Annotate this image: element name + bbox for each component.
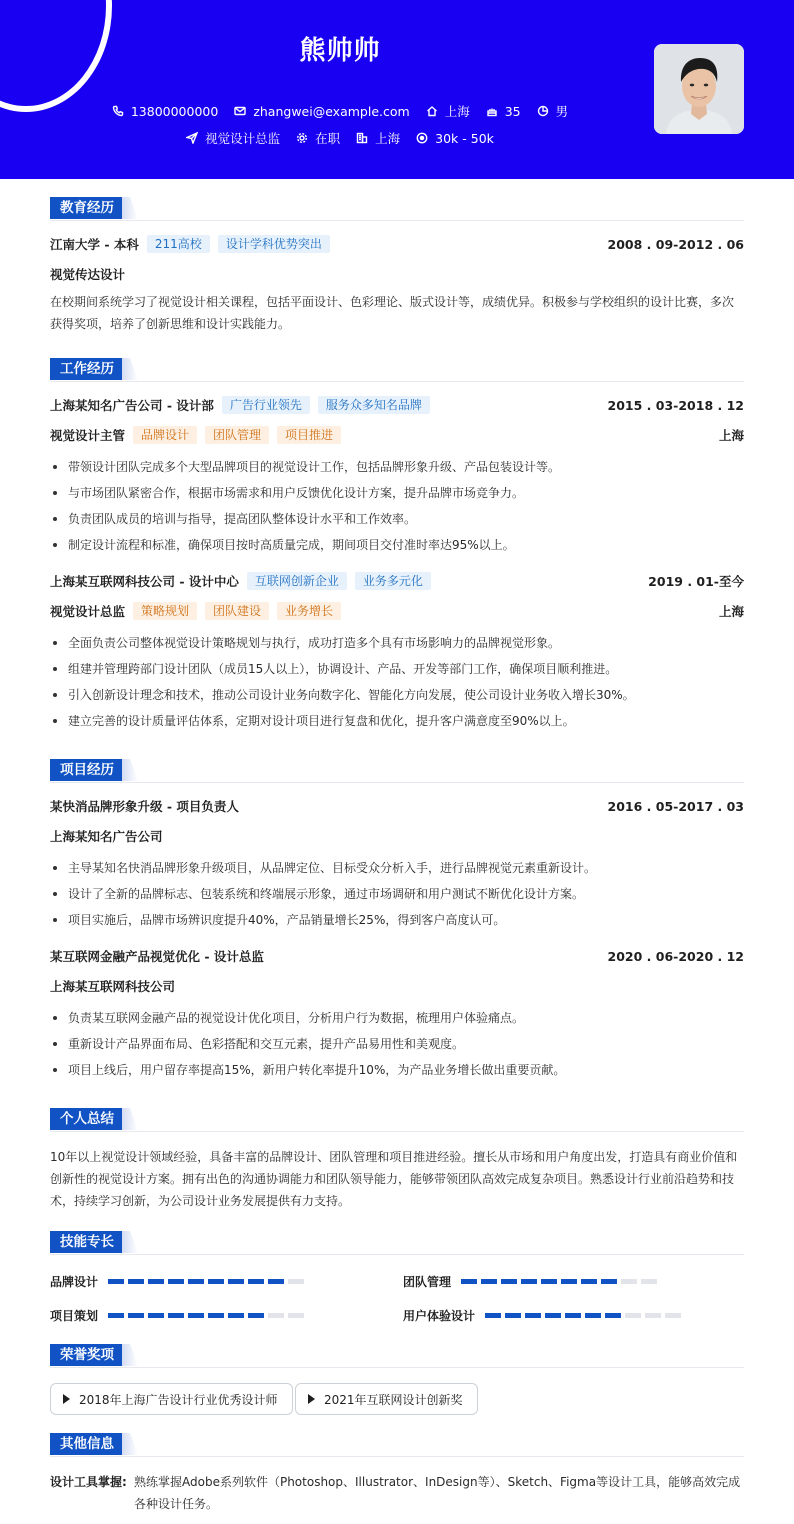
section-header: [50, 1344, 744, 1368]
skill-level-segment: [288, 1279, 304, 1284]
project-entry-header: [50, 797, 744, 815]
company-tag: 业务多元化: [355, 572, 431, 590]
list-item: 制定设计流程和标准，确保项目按时高质量完成，期间项目交付准时率达95%以上。: [50, 532, 744, 558]
phone-item: [112, 104, 218, 119]
skill-level-segment: [228, 1279, 244, 1284]
skill-level-segment: [565, 1313, 581, 1318]
section-title: 技能专长: [50, 1231, 124, 1253]
company-tag: 服务众多知名品牌: [318, 396, 430, 414]
skill-item: [403, 1273, 661, 1290]
project-company-row: [50, 977, 744, 995]
skill-level-segment: [501, 1279, 517, 1284]
role-tag: 业务增长: [277, 602, 341, 620]
school-tag: 211高校: [147, 235, 210, 253]
award-text: 2021年互联网设计创新奖: [324, 1392, 463, 1407]
role-tag: 品牌设计: [133, 426, 197, 444]
cake-icon: [486, 105, 498, 117]
other-info-label: 设计工具掌握:: [50, 1475, 127, 1489]
gender-text: 男: [555, 104, 569, 119]
honors-section: [50, 1344, 744, 1407]
skill-level-bars: [485, 1313, 685, 1318]
education-major-row: [50, 265, 744, 283]
job-intent-row: [0, 129, 680, 147]
section-title-tail: [122, 1433, 138, 1455]
list-item: 重新设计产品界面布局、色彩搭配和交互元素，提升产品易用性和美观度。: [50, 1031, 744, 1057]
section-header: [50, 1433, 744, 1457]
skill-level-segment: [128, 1279, 144, 1284]
role-tag: 团队管理: [205, 426, 269, 444]
gear-icon: [296, 132, 308, 144]
project-bullets: [50, 855, 744, 933]
skill-level-segment: [525, 1313, 541, 1318]
skill-item: [50, 1307, 308, 1324]
section-title-tail: [122, 197, 138, 219]
list-item: 项目实施后，品牌市场辨识度提升40%，产品销量增长25%，得到客户高度认可。: [50, 907, 744, 933]
education-description: 在校期间系统学习了视觉设计相关课程，包括平面设计、色彩理论、版式设计等，成绩优异。积极参与学校组织的设计比赛，多次获得奖项，培养了创新思维和设计实践能力。: [50, 295, 735, 331]
target-city-item: [356, 129, 400, 147]
target-position-item: [186, 129, 280, 147]
gender-icon: [537, 105, 549, 117]
company-name: 上海某互联网科技公司 - 设计中心: [50, 574, 239, 589]
gender-item: [537, 102, 569, 120]
skill-level-segment: [168, 1313, 184, 1318]
work-date: 2019 . 01-至今: [648, 574, 744, 589]
project-company: 上海某互联网科技公司: [50, 979, 176, 994]
play-triangle-icon: [63, 1394, 70, 1404]
other-info-row: [50, 1471, 744, 1517]
skills-section: [50, 1231, 744, 1323]
skill-level-segment: [605, 1313, 621, 1318]
work-role-row: [50, 426, 744, 444]
skill-name: 项目策划: [50, 1309, 99, 1323]
award-badge: [50, 1383, 293, 1415]
other-info-text: 熟练掌握Adobe系列软件（Photoshop、Illustrator、InDesign等）、Sketch、Figma等设计工具，能够高效完成各种设计任务。: [134, 1475, 741, 1511]
skill-level-segment: [288, 1313, 304, 1318]
section-title: 个人总结: [50, 1108, 124, 1130]
skill-level-segment: [128, 1313, 144, 1318]
age-item: [486, 104, 521, 119]
email-text: zhangwei@example.com: [253, 103, 410, 119]
education-entry-header: [50, 235, 744, 253]
list-item: 设计了全新的品牌标志、包装系统和终端展示形象，通过市场调研和用户测试不断优化设计方案。: [50, 881, 744, 907]
skill-name: 团队管理: [403, 1275, 452, 1289]
skill-level-segment: [188, 1313, 204, 1318]
company-tag: 广告行业领先: [222, 396, 310, 414]
project-bullets: [50, 1005, 744, 1083]
status-text: 在职: [315, 131, 341, 146]
award-text: 2018年上海广告设计行业优秀设计师: [79, 1392, 278, 1407]
age-text: 35: [504, 103, 521, 119]
skill-level-bars: [461, 1279, 661, 1284]
skill-name: 品牌设计: [50, 1275, 99, 1289]
skill-level-segment: [621, 1279, 637, 1284]
project-company-row: [50, 827, 744, 845]
summary-text: 10年以上视觉设计领域经验，具备丰富的品牌设计、团队管理和项目推进经验。擅长从市场和用户角度出发，打造具有商业价值和创新性的视觉设计方案。拥有出色的沟通协调能力和团队领导能力，能够带领团队高效完成复杂项目。熟悉设计行业前沿趋势和技术，持续学习创新，为公司设计业务发展提供有力支持。: [50, 1150, 738, 1208]
section-title-tail: [122, 759, 138, 781]
company-name: 上海某知名广告公司 - 设计部: [50, 398, 214, 413]
school-name: 江南大学 - 本科: [50, 237, 139, 252]
skill-level-segment: [461, 1279, 477, 1284]
role-tag: 项目推进: [277, 426, 341, 444]
skill-level-segment: [485, 1313, 501, 1318]
play-triangle-icon: [308, 1394, 315, 1404]
avatar: [654, 44, 744, 134]
list-item: 负责团队成员的培训与指导，提高团队整体设计水平和工作效率。: [50, 506, 744, 532]
work-role-row: [50, 602, 744, 620]
skill-level-segment: [561, 1279, 577, 1284]
work-city: 上海: [718, 428, 744, 443]
project-entry-header: [50, 947, 744, 965]
coin-icon: [416, 132, 428, 144]
building-icon: [356, 132, 368, 144]
skill-level-segment: [268, 1279, 284, 1284]
skill-level-segment: [108, 1279, 124, 1284]
status-item: [296, 129, 340, 147]
section-title: 其他信息: [50, 1433, 124, 1455]
section-title: 项目经历: [50, 759, 124, 781]
list-item: 建立完善的设计质量评估体系，定期对设计项目进行复盘和优化，提升客户满意度至90%以上。: [50, 708, 744, 734]
contact-row: [0, 102, 680, 120]
skill-level-segment: [188, 1279, 204, 1284]
work-city: 上海: [718, 604, 744, 619]
company-tag: 互联网创新企业: [247, 572, 347, 590]
skill-level-segment: [148, 1279, 164, 1284]
target-position-text: 视觉设计总监: [205, 131, 281, 146]
role-tag: 策略规划: [133, 602, 197, 620]
work-bullets: [50, 454, 744, 558]
project-name: 某互联网金融产品视觉优化 - 设计总监: [50, 949, 264, 964]
work-entry-header: [50, 396, 744, 414]
skill-level-bars: [108, 1279, 308, 1284]
section-title-tail: [122, 358, 138, 380]
project-date: 2020 . 06-2020 . 12: [607, 948, 744, 964]
skill-item: [403, 1307, 685, 1324]
list-item: 全面负责公司整体视觉设计策略规划与执行，成功打造多个具有市场影响力的品牌视觉形象。: [50, 630, 744, 656]
salary-item: [416, 131, 494, 146]
section-title: 工作经历: [50, 358, 124, 380]
mail-icon: [234, 105, 246, 117]
projects-section: [50, 759, 744, 1077]
work-section: [50, 358, 744, 728]
section-title-tail: [122, 1108, 138, 1130]
skill-level-segment: [248, 1279, 264, 1284]
project-date: 2016 . 05-2017 . 03: [607, 798, 744, 814]
project-company: 上海某知名广告公司: [50, 829, 163, 844]
section-header: [50, 197, 744, 221]
location-item: [426, 102, 470, 120]
skill-level-segment: [521, 1279, 537, 1284]
phone-text: 13800000000: [130, 103, 219, 119]
skill-level-bars: [108, 1313, 308, 1318]
skill-level-segment: [108, 1313, 124, 1318]
skill-level-segment: [208, 1279, 224, 1284]
role-tag: 团队建设: [205, 602, 269, 620]
list-item: 组建并管理跨部门设计团队（成员15人以上），协调设计、产品、开发等部门工作，确保项目顺利推进。: [50, 656, 744, 682]
section-title-tail: [122, 1344, 138, 1366]
skill-level-segment: [581, 1279, 597, 1284]
location-text: 上海: [444, 104, 470, 119]
target-city-text: 上海: [375, 131, 401, 146]
list-item: 带领设计团队完成多个大型品牌项目的视觉设计工作，包括品牌形象升级、产品包装设计等。: [50, 454, 744, 480]
summary-section: [50, 1108, 744, 1208]
skill-level-segment: [268, 1313, 284, 1318]
list-item: 负责某互联网金融产品的视觉设计优化项目，分析用户行为数据，梳理用户体验痛点。: [50, 1005, 744, 1031]
section-title: 荣誉奖项: [50, 1344, 124, 1366]
list-item: 项目上线后，用户留存率提高15%，新用户转化率提升10%，为产品业务增长做出重要贡献。: [50, 1057, 744, 1083]
home-icon: [426, 105, 438, 117]
skill-level-segment: [541, 1279, 557, 1284]
list-item: 引入创新设计理念和技术，推动公司设计业务向数字化、智能化方向发展，使公司设计业务收入增长30%。: [50, 682, 744, 708]
candidate-name: 熊帅帅: [299, 36, 381, 66]
skill-level-segment: [248, 1313, 264, 1318]
skill-name: 用户体验设计: [403, 1309, 476, 1323]
section-header: [50, 759, 744, 783]
skill-level-segment: [601, 1279, 617, 1284]
email-item: [234, 104, 409, 119]
education-date: 2008 . 09-2012 . 06: [607, 236, 744, 252]
role-name: 视觉设计主管: [50, 428, 126, 443]
list-item: 与市场团队紧密合作，根据市场需求和用户反馈优化设计方案，提升品牌市场竞争力。: [50, 480, 744, 506]
skill-level-segment: [208, 1313, 224, 1318]
education-section: [50, 197, 744, 331]
resume-header: [0, 0, 794, 179]
section-header: [50, 358, 744, 382]
skill-level-segment: [625, 1313, 641, 1318]
work-entry-header: [50, 572, 744, 590]
project-name: 某快消品牌形象升级 - 项目负责人: [50, 799, 239, 814]
skill-level-segment: [228, 1313, 244, 1318]
award-badge: [295, 1383, 478, 1415]
send-icon: [186, 132, 198, 144]
skill-level-segment: [545, 1313, 561, 1318]
section-title: 教育经历: [50, 197, 124, 219]
section-title-tail: [122, 1231, 138, 1253]
skill-level-segment: [481, 1279, 497, 1284]
skill-level-segment: [641, 1279, 657, 1284]
list-item: 主导某知名快消品牌形象升级项目，从品牌定位、目标受众分析入手，进行品牌视觉元素重新设计。: [50, 855, 744, 881]
major-name: 视觉传达设计: [50, 267, 126, 282]
skill-item: [50, 1273, 308, 1290]
school-tag: 设计学科优势突出: [218, 235, 330, 253]
section-header: [50, 1108, 744, 1132]
skill-level-segment: [645, 1313, 661, 1318]
skill-level-segment: [665, 1313, 681, 1318]
skill-level-segment: [505, 1313, 521, 1318]
role-name: 视觉设计总监: [50, 604, 126, 619]
phone-icon: [112, 105, 124, 117]
other-section: [50, 1433, 744, 1511]
work-bullets: [50, 630, 744, 734]
skill-level-segment: [585, 1313, 601, 1318]
skill-level-segment: [148, 1313, 164, 1318]
avatar-portrait-icon: [654, 44, 744, 134]
section-header: [50, 1231, 744, 1255]
salary-text: 30k - 50k: [435, 130, 494, 146]
work-date: 2015 . 03-2018 . 12: [607, 397, 744, 413]
skill-level-segment: [168, 1279, 184, 1284]
